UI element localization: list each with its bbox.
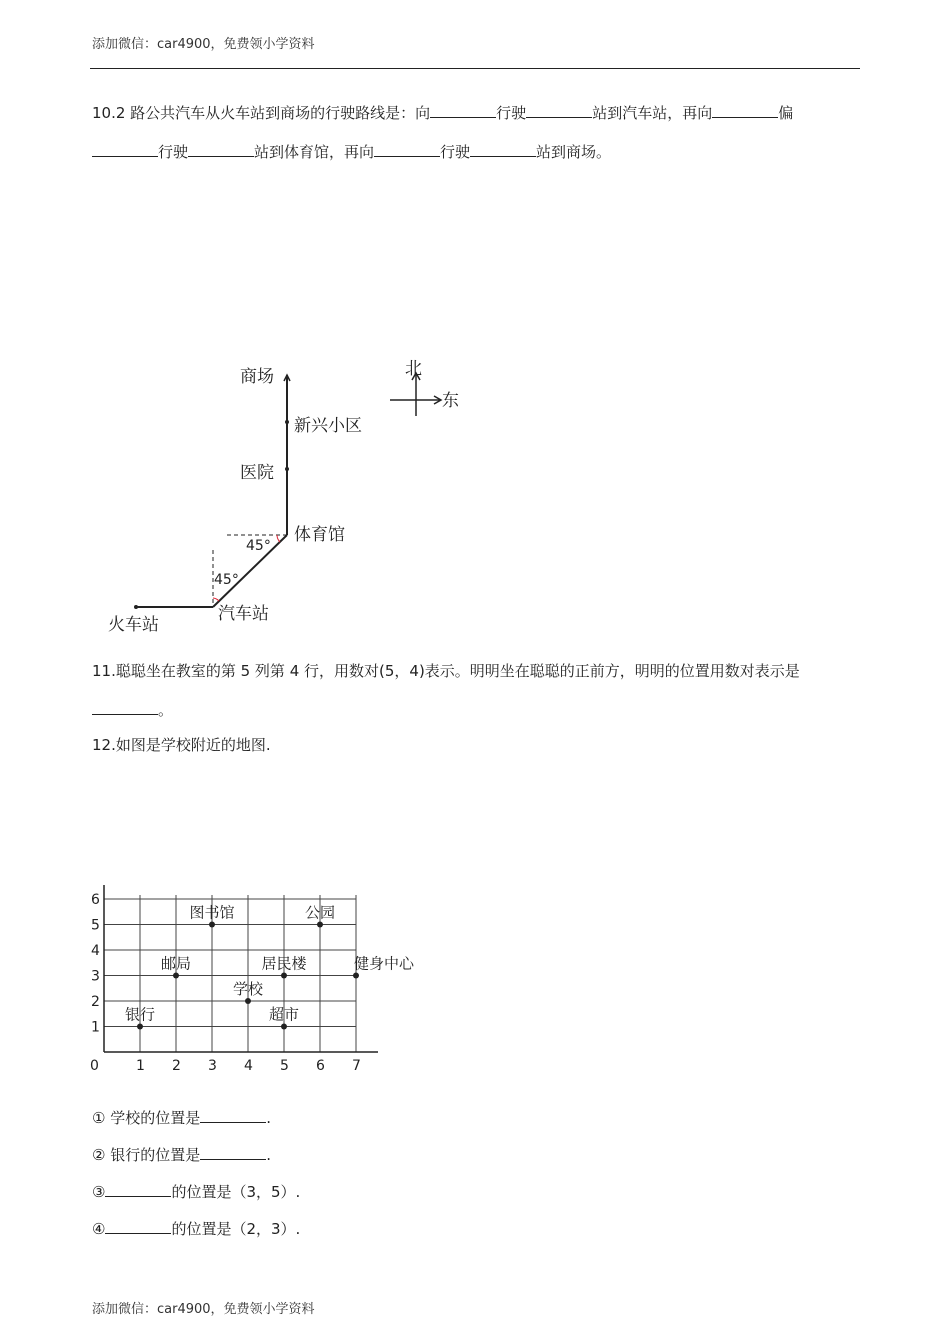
place-point xyxy=(281,1024,287,1030)
answer-blank[interactable] xyxy=(374,142,440,157)
subq-text: 银行的位置是 xyxy=(110,1146,201,1164)
route-dot-hospital xyxy=(285,467,289,471)
answer-blank[interactable] xyxy=(92,700,158,715)
place-label: 学校 xyxy=(233,980,264,998)
place-label: 健身中心 xyxy=(354,954,415,973)
y-tick-label: 2 xyxy=(91,994,100,1010)
grid-map-figure xyxy=(88,880,415,1080)
q12-title: 12.如图是学校附近的地图. xyxy=(92,736,271,754)
answer-blank[interactable] xyxy=(712,103,778,118)
answer-blank[interactable] xyxy=(470,142,536,157)
y-tick-label: 1 xyxy=(91,1019,100,1036)
subq-1 xyxy=(92,1108,271,1128)
angle-arc-bus xyxy=(213,598,219,601)
place-point xyxy=(281,973,287,979)
place-point xyxy=(245,998,251,1004)
subq-2 xyxy=(92,1145,271,1165)
subq-text: . xyxy=(266,1146,272,1164)
answer-blank[interactable] xyxy=(430,103,496,118)
y-tick-label: 3 xyxy=(91,968,100,985)
answer-blank[interactable] xyxy=(188,142,254,157)
answer-blank[interactable] xyxy=(105,1219,171,1234)
route-dot-xinxing xyxy=(285,420,289,424)
compass-north-label: 北 xyxy=(405,359,422,379)
x-tick-label: 1 xyxy=(136,1058,145,1074)
answer-blank[interactable] xyxy=(92,142,158,157)
q10-text: 站到汽车站，再向 xyxy=(592,104,713,122)
x-tick-label: 6 xyxy=(316,1058,325,1074)
place-point xyxy=(137,1024,143,1030)
angle-label-gym: 45° xyxy=(246,538,271,554)
place-label: 超市 xyxy=(269,1005,300,1024)
place-point xyxy=(209,922,215,928)
place-label: 银行 xyxy=(125,1005,156,1024)
label-bus-station: 汽车站 xyxy=(218,604,269,624)
place-point xyxy=(353,973,359,979)
subq-4 xyxy=(92,1219,300,1239)
q10-line2 xyxy=(92,142,611,162)
compass-east-label: 东 xyxy=(442,391,459,411)
subq-mark: ② xyxy=(92,1146,106,1164)
subq-text: 的位置是（3，5）. xyxy=(171,1183,301,1201)
subq-text: . xyxy=(266,1109,272,1127)
x-tick-label: 5 xyxy=(280,1058,289,1074)
place-point xyxy=(317,922,323,928)
angle-arc-gym xyxy=(277,535,280,542)
header-note: 添加微信：car4900，免费领小学资料 xyxy=(92,37,315,52)
answer-blank[interactable] xyxy=(105,1182,171,1197)
subq-mark: ④ xyxy=(92,1220,106,1238)
place-label: 居民楼 xyxy=(261,954,307,973)
x-tick-label: 0 xyxy=(90,1058,99,1074)
label-mall: 商场 xyxy=(240,367,274,387)
label-xinxing: 新兴小区 xyxy=(294,416,362,436)
q10-text: 偏 xyxy=(778,104,794,122)
q10-text: 行驶 xyxy=(496,104,527,122)
q11-line2 xyxy=(92,700,173,720)
answer-blank[interactable] xyxy=(200,1108,266,1123)
place-label: 邮局 xyxy=(161,954,192,973)
subq-3 xyxy=(92,1182,300,1202)
subq-mark: ③ xyxy=(92,1183,106,1201)
place-label: 公园 xyxy=(305,903,336,922)
q11-text: 。 xyxy=(158,701,174,719)
angle-label-bus: 45° xyxy=(214,572,239,588)
label-train-station: 火车站 xyxy=(108,615,159,635)
header-divider xyxy=(90,68,860,69)
q10-text: 10.2 路公共汽车从火车站到商场的行驶路线是：向 xyxy=(92,104,431,122)
route-dot-train xyxy=(134,605,138,609)
answer-blank[interactable] xyxy=(200,1145,266,1160)
place-point xyxy=(173,973,179,979)
label-gym: 体育馆 xyxy=(294,525,345,545)
y-tick-label: 5 xyxy=(91,917,100,934)
x-tick-label: 2 xyxy=(172,1058,181,1074)
subq-mark: ① xyxy=(92,1109,106,1127)
q10-text: 站到体育馆，再向 xyxy=(254,143,375,161)
x-tick-label: 3 xyxy=(208,1058,217,1074)
q11-line1: 11.聪聪坐在教室的第 5 列第 4 行，用数对(5，4)表示。明明坐在聪聪的正前方，明明的位置用数对表示是 xyxy=(92,662,800,680)
x-tick-label: 7 xyxy=(352,1058,361,1074)
q10-text: 行驶 xyxy=(158,143,189,161)
subq-text: 学校的位置是 xyxy=(110,1109,201,1127)
answer-blank[interactable] xyxy=(526,103,592,118)
footer-note: 添加微信：car4900，免费领小学资料 xyxy=(92,1302,315,1317)
subq-text: 的位置是（2，3）. xyxy=(171,1220,301,1238)
y-tick-label: 4 xyxy=(91,943,100,959)
label-hospital: 医院 xyxy=(240,463,274,483)
q10-text: 行驶 xyxy=(440,143,471,161)
y-tick-label: 6 xyxy=(91,892,100,908)
x-tick-label: 4 xyxy=(244,1058,253,1074)
q10-line1 xyxy=(92,103,793,123)
q10-text: 站到商场。 xyxy=(536,143,612,161)
route-map-figure xyxy=(100,350,480,640)
place-label: 图书馆 xyxy=(189,903,235,922)
